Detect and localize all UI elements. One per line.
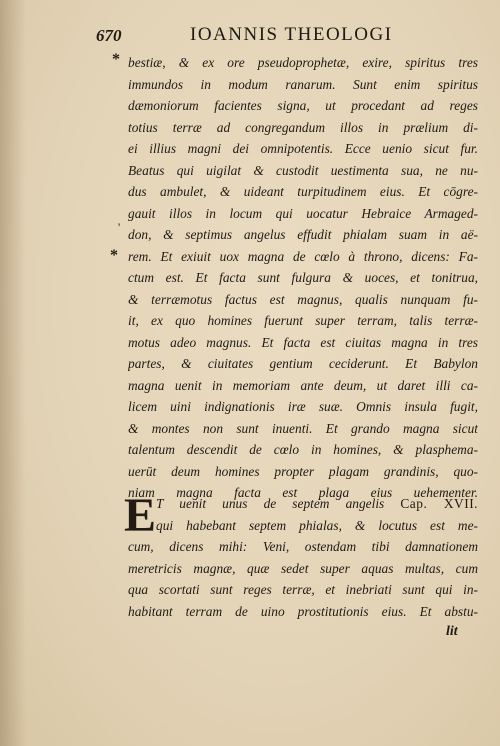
text-line: immundos in modum ranarum. Sunt enim spiritus — [128, 76, 478, 92]
folio-number: 670 — [96, 26, 122, 45]
text-line: & terræmotus factus est magnus, qualis nunquam fu- — [128, 291, 478, 307]
margin-asterisk-mark: * — [110, 247, 118, 264]
text-line: talentum descendit de cœlo in homines, & plasphema- — [128, 442, 478, 457]
chapter-first-line — [128, 493, 478, 515]
gutter-shadow — [0, 0, 26, 746]
text-line: motus adeo magnus. Et facta est ciuitas magna in tres — [128, 334, 478, 350]
text-line: & montes non sunt inuenti. Et grando magna sicut — [128, 420, 478, 436]
text-line: qui habebant septem phialas, & locutus est me- — [156, 517, 478, 533]
text-line: bestiæ, & ex ore pseudoprophetæ, exire, spiritus tres — [128, 55, 478, 70]
body-text — [128, 52, 478, 504]
catchword: lit — [446, 624, 458, 639]
text-line: uerūt deum homines propter plagam grandinis, quo- — [128, 463, 478, 479]
margin-asterisk-mark: * — [112, 51, 120, 68]
text-line: dus ambulet, & uideant turpitudinem eius. Et cōgre- — [128, 184, 478, 199]
margin-tick-mark: ' — [118, 220, 121, 234]
text-line: qua scortati sunt reges terræ, et inebriati sunt qui in- — [128, 582, 478, 597]
text-line: habitant terram de uino prostitutionis eius. Et abstu- — [128, 603, 478, 619]
text-line: ctum est. Et facta sunt fulgura & uoces, et tonitrua, — [128, 270, 478, 285]
text-line: niam magna facta est plaga eius uehementer. — [128, 485, 478, 500]
text-line: gauit illos in locum qui uocatur Hebraice Armaged- — [128, 205, 478, 221]
text-line: rem. Et exiuit uox magna de cœlo à throno, dicens: Fa- — [128, 248, 478, 264]
text-line: Beatus qui uigilat & custodit uestimenta sua, ne nu- — [128, 162, 478, 178]
text-line: totius terræ ad congregandum illos in prælium di- — [128, 119, 478, 135]
text-line: ei illius magni dei omnipotentis. Ecce uenio sicut fur. — [128, 141, 478, 156]
running-head — [96, 24, 476, 48]
text-line: licem uini indignationis iræ suæ. Omnis insula fugit, — [128, 399, 478, 414]
text-line: partes, & ciuitates gentium ceciderunt. Et Babylon — [128, 356, 478, 371]
text-line: dæmoniorum facientes signa, ut procedant ad reges — [128, 98, 478, 113]
chapter-label: Cap. XVII. — [400, 496, 478, 511]
running-title: IOANNIS THEOLOGI — [190, 24, 393, 45]
text-line: cum, dicens mihi: Veni, ostendam tibi damnationem — [128, 539, 478, 554]
text-line: magna uenit in memoriam ante deum, ut daret illi ca- — [128, 377, 478, 393]
text-line: meretricis magnæ, quæ sedet super aquas multas, cum — [128, 560, 478, 576]
chapter-first-text: T uenit unus de septem angelis — [156, 496, 385, 511]
drop-initial: E — [124, 489, 157, 542]
text-line: don, & septimus angelus effudit phialam suam in aë- — [128, 227, 478, 242]
text-line: it, ex quo homines fuerunt super terram, talis terræ- — [128, 313, 478, 328]
